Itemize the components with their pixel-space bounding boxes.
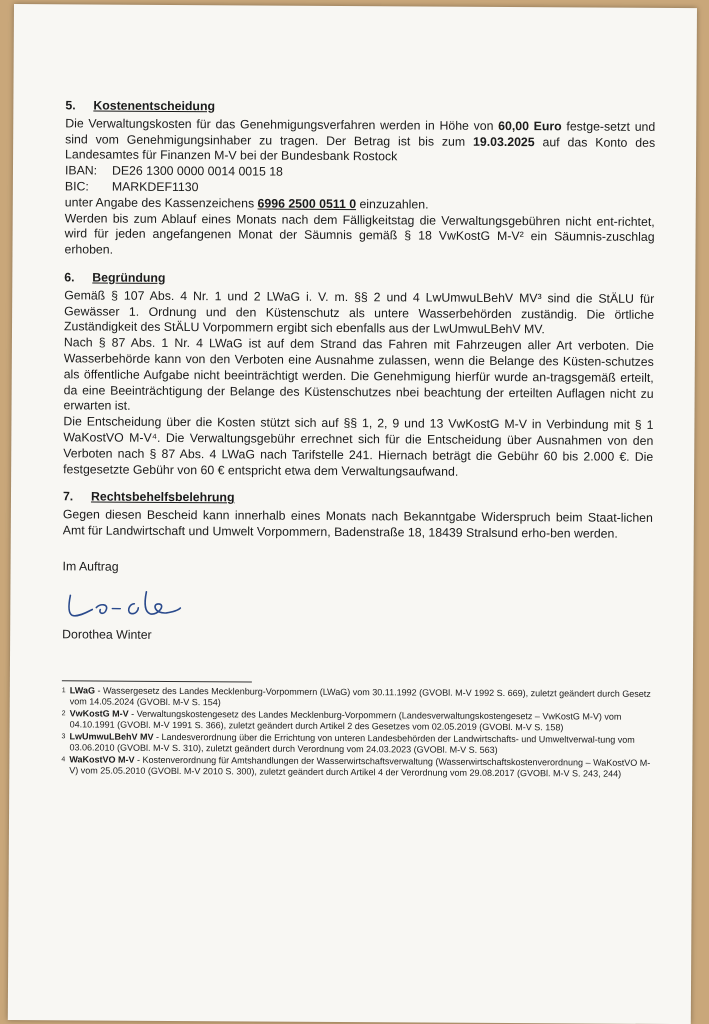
footnote-text xyxy=(69,732,651,758)
signoff-block xyxy=(62,559,652,646)
section-title: Kostenentscheidung xyxy=(93,98,216,114)
footnote-body: - Verwaltungskostengesetz des Landes Mecklenburg-Vorpommern (Landesverwaltungskostengesetz – VwKostG M-V) vom 04.10.1991 (GVOBl. M-V 1991 S. 366), zuletzt geändert durch Artikel 2 des Gesetzes vom 02.05.2019 (GVOBl. M-V S. 158) xyxy=(69,709,622,733)
footnote-number: 4 xyxy=(61,756,66,764)
footnote-abbr: WaKostVO M-V xyxy=(69,754,135,766)
section-heading xyxy=(63,490,653,509)
footnote xyxy=(61,755,651,781)
footnote-text xyxy=(69,755,651,781)
due-date: 19.03.2025 xyxy=(473,134,535,149)
text-run: unter Angabe des Kassenzeichens xyxy=(64,195,258,211)
appeal-paragraph: Gegen diesen Bescheid kann innerhalb eines Monats nach Bekanntgabe Widerspruch beim Staat-lichen Amt für Landwirtschaft und Umwelt Vorpommern, Badenstraße 18, 18439 Stralsund erho-ben werden. xyxy=(62,507,653,541)
footnotes xyxy=(61,686,652,781)
section-kostenentscheidung xyxy=(64,98,655,262)
footnote-divider xyxy=(62,681,252,683)
footnote-body: - Landesverordnung über die Errichtung von unteren Landesbehörden der Landwirtschafts- und Umweltverwal-tung vom 03.06.2010 (GVOBl. M-V S. 310), zuletzt geändert durch Verordnung vom 24.03.2023 (GVOBl. M-V S. 563) xyxy=(69,732,635,756)
section-title: Rechtsbehelfsbelehrung xyxy=(90,489,235,505)
footnote-number: 1 xyxy=(61,687,66,695)
handwritten-signature xyxy=(62,583,192,624)
section-number: 5. xyxy=(65,98,76,113)
footnote-number: 2 xyxy=(61,710,66,718)
prohibition-paragraph: Nach § 87 Abs. 1 Nr. 4 LWaG ist auf dem Strand das Fahren mit Fahrzeugen aller Art verboten. Die Wasserbehörde kann von den Verboten eine Ausnahme zulassen, wenn die Belange des Küsten-schutzes als öffentliche Aufgabe nicht beeinträchtigt werden. Die Genehmigung hierfür wurde an-tragsgemäß erteilt, da eine Beeinträchtigung der Belange des Küstenschutzes nbei beachtung der erteilten Auflagen nicht zu erwarten ist. xyxy=(63,335,654,414)
footnote-number: 3 xyxy=(61,733,66,741)
iban-value: DE26 1300 0000 0014 0015 18 xyxy=(111,163,283,179)
footnote xyxy=(61,732,651,758)
section-number: 6. xyxy=(64,270,75,285)
cost-amount: 60,00 Euro xyxy=(498,118,562,134)
cost-basis-paragraph: Die Entscheidung über die Kosten stützt sich auf §§ 1, 2, 9 und 13 VwKostG M-V in Verbindung mit § 1 WaKostVO M-V⁴. Die Verwaltungsgebühr errechnet sich für die Entscheidung über Ausnahmen von den Verboten nach § 87 Abs. 4 LWaG nach Tarifstelle 241. Hiernach beträgt die Gebühr 60 bis 2.000 €. Die festgesetzte Gebühr von 60 € entspricht etwa dem Verwaltungsaufwand. xyxy=(63,414,654,479)
footnote-text xyxy=(70,686,652,712)
footnote-abbr: LWaG xyxy=(69,685,96,696)
text-run: auf das Konto des Landesamtes für Finanzen M-V bei der Bundesbank Rostock xyxy=(65,134,656,164)
text-run: einzuzahlen. xyxy=(356,196,429,212)
footnote xyxy=(62,686,652,712)
document-page xyxy=(8,4,697,1024)
footnote-body: - Kostenverordnung für Amtshandlungen der Wasserwirtschaftsverwaltung (Wasserwirtschaftskostenverordnung – WaKostVO M-V) vom 25.05.2010 (GVOBl. M-V 2010 S. 300), zuletzt geändert durch Artikel 4 der Verordnung vom 29.08.2017 (GVOBl. M-V S. 243, 244) xyxy=(69,755,651,780)
section-rechtsbehelfsbelehrung xyxy=(63,490,653,543)
text-run: Die Verwaltungskosten für das Genehmigungsverfahren werden in Höhe von xyxy=(65,116,499,133)
cash-reference-code: 6996 2500 0511 0 xyxy=(257,196,357,211)
document-content xyxy=(61,98,655,781)
footnote xyxy=(62,709,652,735)
bic-value: MARKDEF1130 xyxy=(111,179,199,195)
late-fee-paragraph: Werden bis zum Ablauf eines Monats nach dem Fälligkeitstag die Verwaltungsgebühren nicht ent-richtet, wird für jeden angefangenen Monat der Säumnis gemäß § 18 VwKostG M-V² ein Säumnis-zuschlag erhoben. xyxy=(64,210,655,257)
signoff-phrase: Im Auftrag xyxy=(62,559,119,574)
footnote-text xyxy=(70,709,652,735)
section-heading xyxy=(65,98,655,117)
footnote-abbr: VwKostG M-V xyxy=(69,708,129,720)
footnote-body: - Wassergesetz des Landes Mecklenburg-Vorpommern (LWaG) vom 30.11.1992 (GVOBl. M-V 1992 S. 669), zuletzt geändert durch Gesetz vom 14.05.2024 (GVOBl. M-V S. 154) xyxy=(69,685,651,708)
iban-label: IBAN: xyxy=(64,163,98,178)
bic-label: BIC: xyxy=(64,179,89,194)
text-run: festge-setzt und sind vom Genehmigungsinhaber zu tragen. Der Betrag ist bis zum xyxy=(65,119,656,149)
cost-paragraph xyxy=(65,116,655,167)
section-begruendung xyxy=(63,270,654,481)
footnote-abbr: LwUmwuLBehV MV xyxy=(69,731,154,743)
signatory-name: Dorothea Winter xyxy=(62,626,152,642)
section-heading xyxy=(64,270,654,289)
section-title: Begründung xyxy=(92,270,166,285)
section-number: 7. xyxy=(62,489,74,504)
jurisdiction-paragraph: Gemäß § 107 Abs. 4 Nr. 1 und 2 LWaG i. V. m. §§ 2 und 4 LwUmwuLBehV MV³ sind die StÄLU für Gewässer 1. Ordnung und den Küstenschutz als untere Wasserbehörden zuständig. Die örtliche Zuständigkeit des StÄLU Vorpommern ergibt sich ebenfalls aus der LwUmwuLBehV MV. xyxy=(63,288,655,337)
